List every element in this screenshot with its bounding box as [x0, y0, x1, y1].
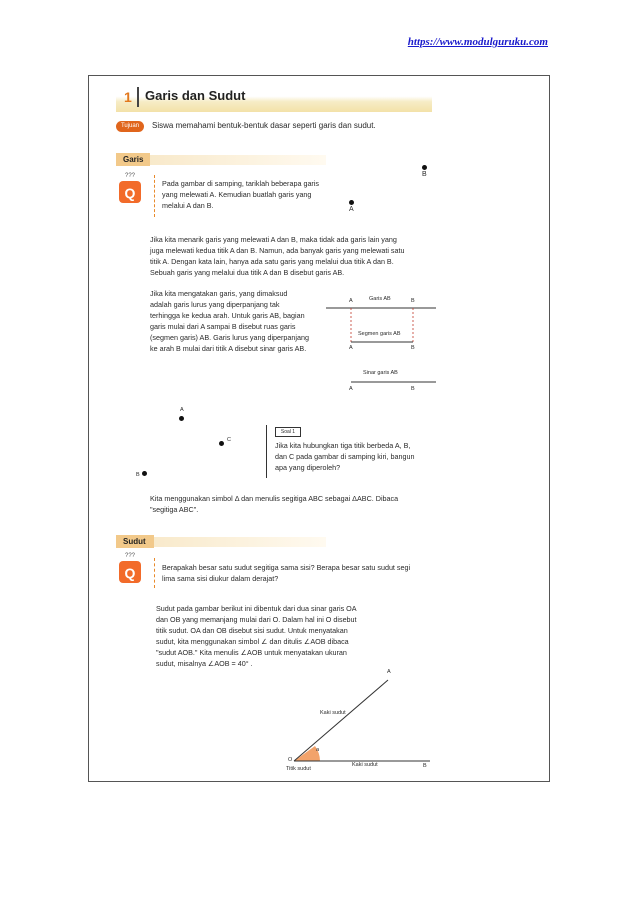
angle-symbol: a: [316, 747, 320, 753]
diagram-b-top: B: [411, 298, 415, 304]
question-dashed-bar: [154, 175, 155, 217]
soal-question: Jika kita hubungkan tiga titik berbeda A, B, dan C pada gambar di samping kiri, bangun apa yang diperoleh?: [275, 441, 415, 472]
line-label: Garis AB: [369, 296, 391, 302]
q-symbol-sudut: ???: [124, 553, 135, 559]
chapter-number: 1: [124, 89, 132, 105]
soal-point-c-dot: [219, 441, 224, 446]
diagram-b-mid: B: [411, 345, 415, 351]
angle-point-b: B: [423, 763, 427, 769]
soal-point-b-label: B: [136, 472, 140, 478]
triangle-paragraph: Kita menggunakan simbol Δ dan menulis segitiga ABC sebagai ΔABC. Dibaca "segitiga ABC".: [150, 494, 399, 514]
q-badge-sudut-icon: Q: [119, 561, 141, 583]
point-b-dot: [422, 165, 427, 170]
angle-point-o: O: [288, 757, 293, 763]
q-badge-icon: Q: [119, 181, 141, 203]
line-segment-ray-diagram: [326, 290, 436, 400]
ray-oa: [294, 680, 388, 761]
diagram-a-bottom: A: [349, 386, 353, 392]
soal-bar: [266, 425, 267, 478]
tujuan-text: Siswa memahami bentuk-bentuk dasar seperti garis dan sudut.: [152, 121, 376, 130]
soal-point-a-dot: [179, 416, 184, 421]
point-a-label: A: [349, 206, 354, 213]
q-symbol: ???: [124, 173, 135, 179]
angle-diagram: [280, 670, 440, 770]
garis-section-label: Garis: [116, 153, 150, 166]
title-divider: [137, 87, 139, 107]
header-url[interactable]: https://www.modulguruku.com: [407, 36, 548, 48]
diagram-a-mid: A: [349, 345, 353, 351]
chapter-title: Garis dan Sudut: [145, 88, 246, 103]
sudut-question: Berapakah besar satu sudut segitiga sama sisi? Berapa besar satu sudut segi lima sama sisi diukur dalam derajat?: [162, 563, 411, 583]
sudut-section-label: Sudut: [116, 535, 154, 548]
soal-tag: Soal 1: [275, 427, 301, 437]
soal-point-c-label: C: [227, 437, 231, 443]
garis-paragraph-2: Jika kita mengatakan garis, yang dimaksud adalah garis lurus yang diperpanjang tak terhingga ke kedua arah. Untuk garis AB, bagian garis mulai dari A sampai B disebut ruas garis (segmen garis) AB. Garis lurus yang diperpanjang ke arah B mulai dari titik A disebut sinar garis AB.: [150, 289, 310, 353]
point-b-label: B: [422, 171, 427, 178]
segment-label: Segmen garis AB: [358, 331, 401, 337]
diagram-b-bottom: B: [411, 386, 415, 392]
soal-point-b-dot: [142, 471, 147, 476]
sudut-dashed-bar: [154, 558, 155, 588]
garis-question: Pada gambar di samping, tariklah beberapa garis yang melewati A. Kemudian buatlah garis yang melalui A dan B.: [162, 179, 320, 210]
angle-point-a: A: [387, 669, 391, 675]
ray-label: Sinar garis AB: [363, 370, 398, 376]
garis-paragraph-1: Jika kita menarik garis yang melewati A dan B, maka tidak ada garis lain yang juga melewati kedua titik A dan B. Namun, ada banyak garis yang melewati satu titik A. Dengan kata lain, hanya ada satu garis yang melalui dua titik A dan B. Sebuah garis yang melalui dua titik A dan B disebut garis AB.: [150, 235, 405, 277]
diagram-a-top: A: [349, 298, 353, 304]
point-a-dot: [349, 200, 354, 205]
tujuan-badge: Tujuan: [116, 121, 144, 132]
angle-leg-top: Kaki sudut: [320, 710, 346, 716]
soal-point-a-label: A: [180, 407, 184, 413]
vertex-label: Titik sudut: [286, 766, 311, 772]
sudut-paragraph: Sudut pada gambar berikut ini dibentuk dari dua sinar garis OA dan OB yang memanjang mulai dari O. Dalam hal ini O disebut titik sudut. OA dan OB disebut sisi sudut. Untuk menyatakan sudut, kita menggunakan simbol ∠ dan ditulis ∠AOB dibaca "sudut AOB." Kita menulis ∠AOB untuk menyatakan ukuran sudut, misalnya ∠AOB = 40° .: [156, 604, 357, 668]
angle-leg-bottom: Kaki sudut: [352, 762, 378, 768]
